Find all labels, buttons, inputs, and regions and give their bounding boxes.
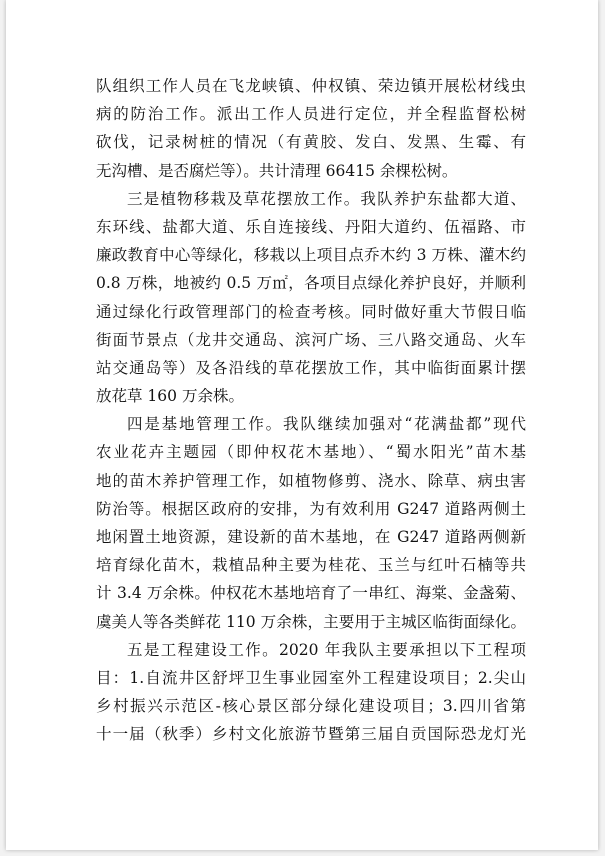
text-line: 0.8 万株，地被约 0.5 万㎡，各项目点绿化养护良好，并顺利: [96, 274, 526, 293]
text-line: 地的苗木养护管理工作，如植物修剪、浇水、除草、病虫害: [96, 471, 526, 490]
text-line: 队组织工作人员在飞龙峡镇、仲权镇、荣边镇开展松材线虫: [96, 77, 526, 95]
text-line: 廉政教育中心等绿化，移栽以上项目点乔木约 3 万株、灌木约: [96, 246, 526, 265]
text-line: 培育绿化苗木，栽植品种主要为桂花、玉兰与红叶石楠等共: [96, 556, 526, 575]
text-line: 通过绿化行政管理部门的检查考核。同时做好重大节假日临: [96, 302, 526, 321]
text-line: 十一届（秋季）乡村文化旅游节暨第三届自贡国际恐龙灯光: [96, 725, 526, 744]
paragraph-pest-control: [96, 72, 526, 185]
text-line: 农业花卉主题园（即仲权花木基地）、“蜀水阳光”苗木基: [96, 443, 526, 462]
text-line: 地闲置土地资源，建设新的苗木基地，在 G247 道路两侧新: [96, 528, 526, 546]
text-line: 放花草 160 万余株。: [96, 387, 244, 406]
text-line: 虞美人等各类鲜花 110 万余株，主要用于主城区临街面绿化。: [96, 612, 526, 631]
text-line: 五是工程建设工作。2020 年我队主要承担以下工程项: [127, 640, 526, 659]
paragraph-plant-transplant: [96, 185, 526, 411]
text-line: 目：1.自流井区舒坪卫生事业园室外工程建设项目；2.尖山: [96, 668, 526, 687]
text-line: 防治等。根据区政府的安排，为有效利用 G247 道路两侧土: [96, 499, 526, 518]
text-line: 计 3.4 万余株。仲权花木基地培育了一串红、海棠、金盏菊、: [96, 584, 526, 603]
document-page: [6, 0, 598, 850]
paragraph-base-management: [96, 410, 526, 636]
text-line: 无沟槽、是否腐烂等）。共计清理 66415 余棵松树。: [96, 161, 458, 180]
text-line: 站交通岛等）及各沿线的草花摆放工作，其中临街面累计摆: [96, 358, 526, 377]
text-line: 三是植物移栽及草花摆放工作。我队养护东盐都大道、: [127, 189, 526, 208]
text-line: 病的防治工作。派出工作人员进行定位，并全程监督松树: [96, 105, 526, 124]
document-body: [96, 72, 526, 749]
text-line: 四是基地管理工作。我队继续加强对“花满盐都”现代: [127, 415, 526, 434]
text-line: 乡村振兴示范区-核心景区部分绿化建设项目；3.四川省第: [96, 697, 526, 716]
text-line: 街面节景点（龙井交通岛、滨河广场、三八路交通岛、火车: [96, 330, 526, 349]
paragraph-engineering: [96, 636, 526, 749]
text-line: 东环线、盐都大道、乐自连接线、丹阳大道约、伍福路、市: [96, 217, 526, 236]
text-line: 砍伐，记录树桩的情况（有黄胶、发白、发黑、生霉、有: [96, 133, 526, 152]
